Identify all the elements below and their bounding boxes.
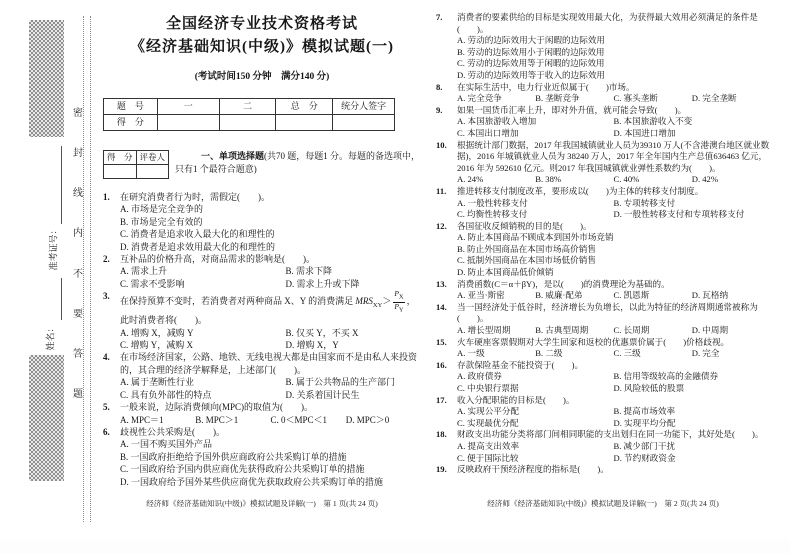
section-desc: (共70 题，每题1 分。每题的备选项中，只有1 个最符合题意) bbox=[175, 151, 421, 174]
option: A. 完全竞争 bbox=[457, 93, 502, 104]
option: B. 一国政府拒绝给予国外供应商政府公共采购订单的措施 bbox=[120, 451, 347, 462]
question-11 bbox=[436, 186, 770, 221]
option: D. 关系着国计民生 bbox=[285, 389, 360, 400]
section-header-row bbox=[103, 150, 421, 179]
option: C. 一国政府给予国内供应商优先获得政府公共采购订单的措施 bbox=[120, 464, 365, 475]
question-text: 收入分配职能的目标是( )。 bbox=[457, 394, 575, 405]
option: B. 提高市场效率 bbox=[613, 406, 676, 417]
option: B. MPC＞1 bbox=[195, 414, 239, 425]
question-text: 在实际生活中，电力行业近似属于( )市场。 bbox=[457, 81, 635, 92]
question-8 bbox=[436, 82, 770, 105]
option: D. 风险较低的股票 bbox=[613, 383, 685, 393]
option: A. 实现公平分配 bbox=[457, 406, 520, 417]
name-fill-line bbox=[61, 278, 62, 320]
option: A. 一般性转移支付 bbox=[457, 197, 528, 208]
question-number: 15. bbox=[436, 336, 447, 347]
option: C. 抵制外国商品在本国市场低价销售 bbox=[457, 255, 596, 266]
question-text: 消费函数(C＝α＋βY)，是以( )的消费理论为基础的。 bbox=[457, 278, 670, 289]
question-text: 当一国经济处于低谷时，经济增长为负增长，以此为特征的经济周期通常被称为( )。 bbox=[457, 301, 758, 324]
option: A. 需求上升 bbox=[120, 266, 167, 277]
exam-title-line1: 全国经济专业技术资格考试 bbox=[165, 16, 358, 32]
seal-char: 不 bbox=[73, 268, 83, 280]
option: D. 节约财政资金 bbox=[613, 452, 676, 463]
option: D. 防止本国商品低价倾销 bbox=[457, 267, 554, 278]
seal-char: 封 bbox=[73, 148, 83, 160]
option: A. 防止本国商品不顾成本到国外市场竞销 bbox=[457, 232, 614, 243]
score-table-header: 题 号 bbox=[104, 99, 158, 115]
option: C. 寡头垄断 bbox=[613, 93, 658, 104]
option: A. 增购 X，减购 Y bbox=[120, 327, 194, 338]
question-text-part: ，此时消费者将( )。 bbox=[120, 296, 416, 326]
question-text: 存款保险基金不能投资于( )。 bbox=[457, 359, 584, 370]
formula-var: P bbox=[394, 289, 399, 299]
question-4 bbox=[103, 351, 421, 401]
formula-var-sub: Y bbox=[398, 306, 404, 314]
question-text: 财政支出功能分类将部门间相同职能的支出划归在同一功能下，其好处是( )。 bbox=[457, 429, 764, 440]
formula-var-sub: X bbox=[398, 293, 404, 301]
option: C. 需求不受影响 bbox=[120, 278, 185, 289]
option: B. 信用等级较高的金融债券 bbox=[613, 371, 719, 382]
option: B. 专项转移支付 bbox=[613, 197, 676, 208]
section-instructions bbox=[169, 150, 421, 176]
option: C. 三级 bbox=[613, 348, 641, 359]
score-table-empty-cell bbox=[157, 115, 219, 131]
page-1-footer: 经济师《经济基础知识(中级)》模拟试题及详解(一) 第 1 页(共 24 页) bbox=[146, 499, 378, 508]
question-2 bbox=[103, 253, 421, 290]
question-3 bbox=[103, 290, 421, 351]
question-9 bbox=[436, 105, 770, 140]
option: B. 38% bbox=[535, 174, 562, 185]
option: A. 提高支出效率 bbox=[457, 440, 520, 451]
option: A. 政府债券 bbox=[457, 371, 502, 382]
question-text: 各国征收反倾销税的目的是( )。 bbox=[457, 220, 592, 231]
grader-label: 评卷人 bbox=[136, 151, 169, 165]
option: C. 0＜MPC＜1 bbox=[270, 414, 328, 425]
question-text: 根据统计部门数据，2017 年我国城镇就业人员为39310 万人(不含港澳台地区就业数据)，2016 年城镇就业人员为 38240 万人，2017 年全年国内生产总值636463 亿元，2016 年为 592610 亿元。则2017 年我国城镇就业弹性系数约为( )。 bbox=[457, 139, 770, 173]
question-text: 一般来说，边际消费倾向(MPC)的取值为( )。 bbox=[120, 402, 314, 413]
fraction-denominator bbox=[393, 303, 404, 315]
option: B. 二级 bbox=[535, 348, 563, 359]
option: D. 劳动的边际效用等于收入的边际效用 bbox=[457, 69, 606, 80]
score-table-header: 统分人签字 bbox=[333, 99, 395, 115]
option: D. 消费者是追求效用最大化的和理性的 bbox=[120, 241, 276, 252]
binding-dotted-line bbox=[83, 16, 84, 522]
page-1 bbox=[103, 0, 421, 554]
formula-fraction bbox=[393, 290, 404, 314]
option: A. 24% bbox=[457, 174, 484, 185]
option: D. 增购 X，Y bbox=[285, 340, 339, 351]
question-number: 19. bbox=[436, 464, 447, 475]
question-6 bbox=[103, 426, 421, 488]
grader-score-box bbox=[103, 150, 169, 179]
question-number: 7. bbox=[436, 12, 443, 22]
question-number: 4. bbox=[103, 352, 110, 363]
score-empty-cell bbox=[104, 165, 137, 179]
formula-var: P bbox=[394, 301, 399, 311]
option: B. 属于公共物品的生产部门 bbox=[285, 377, 396, 388]
question-1 bbox=[103, 191, 421, 253]
option: D. 完全 bbox=[691, 348, 720, 359]
question-14 bbox=[436, 302, 770, 337]
question-number: 8. bbox=[436, 81, 443, 92]
option: C. 便于国际比较 bbox=[457, 452, 519, 463]
question-5 bbox=[103, 401, 421, 426]
page-2-footer: 经济师《经济基础知识(中级)》模拟试题及详解(一) 第 2 页(共 24 页) bbox=[487, 499, 719, 508]
option: C. 40% bbox=[613, 174, 640, 185]
option: A. 属于垄断性行业 bbox=[120, 377, 194, 388]
question-number: 5. bbox=[103, 402, 110, 413]
seal-hatch-pattern-bottom bbox=[29, 355, 64, 481]
formula-mrs: MRS bbox=[355, 296, 373, 307]
question-text: 在研究消费者行为时，需假定( )。 bbox=[120, 192, 270, 202]
option: A. MPC＝1 bbox=[120, 414, 164, 425]
binding-dotted-line bbox=[90, 16, 91, 522]
option: D. 一国政府给予国外某些供应商优先获取政府公共采购订单的措施 bbox=[120, 476, 384, 487]
score-table-empty-cell bbox=[333, 115, 395, 131]
question-text: 推进转移支付制度改革，要形成以( )为主体的转移支付制度。 bbox=[457, 185, 704, 196]
score-table-row-label: 得 分 bbox=[104, 115, 158, 131]
option: A. 市场是完全竞争的 bbox=[120, 204, 203, 215]
question-number: 1. bbox=[103, 192, 110, 202]
option: A. 增长型周期 bbox=[457, 325, 511, 336]
question-number: 9. bbox=[436, 104, 443, 115]
question-number: 10. bbox=[436, 139, 447, 150]
exam-no-fill-line bbox=[61, 146, 62, 224]
seal-char: 密 bbox=[73, 108, 83, 119]
option: C. 本国出口增加 bbox=[457, 127, 519, 138]
question-number: 3. bbox=[103, 291, 110, 302]
question-19 bbox=[436, 464, 770, 476]
question-number: 18. bbox=[436, 429, 447, 440]
option: D. 完全垄断 bbox=[691, 93, 737, 104]
option: D. 本国进口增加 bbox=[613, 127, 676, 138]
option: C. 增购 Y，减购 X bbox=[120, 340, 194, 351]
option: B. 防止外国商品在本国市场高价销售 bbox=[457, 243, 596, 254]
option: C. 长周期 bbox=[613, 325, 650, 336]
option: D. MPC＞0 bbox=[345, 414, 390, 425]
question-number: 2. bbox=[103, 254, 110, 265]
option: B. 劳动的边际效用小于闲暇的边际效用 bbox=[457, 46, 605, 57]
option: B. 减少部门干扰 bbox=[613, 440, 676, 451]
question-10 bbox=[436, 140, 770, 186]
question-number: 17. bbox=[436, 394, 447, 405]
question-text bbox=[120, 290, 421, 326]
option: B. 市场是完全有效的 bbox=[120, 216, 203, 227]
question-text: 歧视性公共采购是( )。 bbox=[120, 426, 225, 437]
option: C. 实现最优分配 bbox=[457, 417, 519, 428]
question-12 bbox=[436, 221, 770, 279]
question-list-page1 bbox=[103, 191, 421, 488]
option: C. 劳动的边际效用等于闲暇的边际效用 bbox=[457, 58, 605, 69]
seal-hatch-pattern-top bbox=[29, 20, 64, 137]
page-2 bbox=[436, 0, 770, 552]
score-table-header: 总 分 bbox=[276, 99, 333, 115]
option: C. 具有负外部性的特点 bbox=[120, 389, 212, 400]
question-number: 13. bbox=[436, 278, 447, 289]
option: D. 需求上升或下降 bbox=[285, 278, 360, 289]
question-7 bbox=[436, 12, 770, 82]
option: A. 本国旅游收入增加 bbox=[457, 116, 537, 127]
formula-mrs-sub: XY bbox=[372, 302, 383, 310]
option: D. 一般性转移支付和专项转移支付 bbox=[613, 209, 745, 220]
option: C. 均衡性转移支付 bbox=[457, 209, 528, 220]
question-number: 6. bbox=[103, 426, 110, 437]
option: B. 本国旅游收入不变 bbox=[613, 116, 693, 127]
question-number: 16. bbox=[436, 359, 447, 370]
score-label: 得 分 bbox=[104, 151, 137, 165]
score-table-header: 二 bbox=[219, 99, 276, 115]
seal-char: 线 bbox=[73, 188, 83, 200]
option: A. 一国不购买国外产品 bbox=[120, 439, 213, 450]
question-text: 互补品的价格升高，对商品需求的影响是( )。 bbox=[120, 254, 315, 265]
question-16 bbox=[436, 360, 770, 395]
section-title: 一、单项选择题 bbox=[201, 151, 265, 161]
option: B. 威廉·配弟 bbox=[535, 290, 583, 301]
seal-char: 答 bbox=[73, 348, 83, 360]
option: C. 凯恩斯 bbox=[613, 290, 650, 301]
question-18 bbox=[436, 429, 770, 464]
grader-empty-cell bbox=[136, 165, 169, 179]
score-table bbox=[103, 98, 395, 131]
option: B. 仅买 Y，不买 X bbox=[285, 327, 359, 338]
question-text: 在市场经济国家，公路、地铁、无线电视大都是由国家而不是由私人来投资的，其合理的经济学解释是，上述部门( )。 bbox=[120, 352, 418, 375]
question-number: 12. bbox=[436, 220, 447, 231]
option: D. 中周期 bbox=[691, 325, 729, 336]
exam-no-label: 准考证号： bbox=[48, 225, 59, 271]
question-number: 11. bbox=[436, 185, 447, 196]
option: D. 42% bbox=[691, 174, 719, 185]
name-label: 姓名： bbox=[45, 323, 56, 351]
option: B. 需求下降 bbox=[285, 266, 333, 277]
option: A. 一级 bbox=[457, 348, 485, 359]
question-text: 反映政府干预经济程度的指标是( )。 bbox=[457, 464, 609, 475]
question-number: 14. bbox=[436, 301, 447, 312]
option: D. 实现平均分配 bbox=[613, 417, 676, 428]
question-13 bbox=[436, 279, 770, 302]
option: C. 中央银行票据 bbox=[457, 383, 519, 393]
exam-time-score: (考试时间150 分钟 满分140 分) bbox=[194, 72, 330, 82]
option: C. 消费者是追求收入最大化的和理性的 bbox=[120, 229, 275, 240]
option: D. 瓦格纳 bbox=[691, 290, 729, 301]
question-text-part: 在保持预算不变时，若消费者对两种商品 X、Y 的消费满足 bbox=[120, 296, 356, 307]
question-text: 如果一国货币汇率上升，即对外升值，就可能会导致( )。 bbox=[457, 104, 687, 115]
formula-relation: ＞ bbox=[382, 296, 392, 307]
seal-char: 要 bbox=[73, 308, 83, 320]
question-15 bbox=[436, 337, 770, 360]
score-table-header: 一 bbox=[157, 99, 219, 115]
question-text: 火车硬座客票假期对大学生回家和返校的优惠票价属于( )价格歧视。 bbox=[457, 336, 730, 347]
score-table-empty-cell bbox=[276, 115, 333, 131]
option: A. 亚当·斯密 bbox=[457, 290, 505, 301]
seal-char: 题 bbox=[73, 388, 83, 400]
exam-title-line2: 《经济基础知识(中级)》模拟试题(一) bbox=[130, 39, 394, 55]
option: A. 劳动的边际效用大于闲暇的边际效用 bbox=[457, 35, 606, 46]
seal-char: 内 bbox=[73, 228, 83, 240]
score-table-empty-cell bbox=[219, 115, 276, 131]
option: B. 垄断竞争 bbox=[535, 93, 580, 104]
question-text: 消费者的要素供给的目标是实现效用最大化，为获得最大效用必须满足的条件是( )。 bbox=[457, 12, 758, 34]
question-17 bbox=[436, 395, 770, 430]
option: B. 古典型周期 bbox=[535, 325, 589, 336]
